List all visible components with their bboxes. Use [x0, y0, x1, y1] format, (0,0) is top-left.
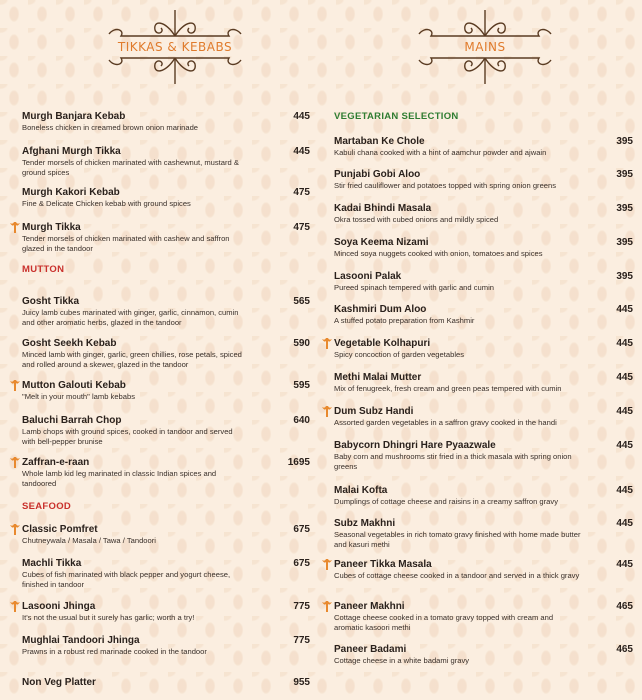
- menu-item: [22, 380, 247, 402]
- item-price: 565: [293, 296, 310, 307]
- item-name: Non Veg Platter: [22, 677, 96, 688]
- item-description: Baby corn and mushrooms stir fried in a thick masala with spring onion greens: [334, 452, 572, 471]
- item-price: 445: [616, 304, 633, 315]
- signature-dish-icon: [9, 221, 21, 234]
- menu-item: [22, 677, 247, 689]
- item-price: 445: [616, 372, 633, 383]
- item-description: Minced lamb with ginger, garlic, green chillies, rose petals, spiced and rolled around a skewer, glazed in the tandoor: [22, 350, 242, 369]
- signature-dish-icon: [321, 405, 333, 418]
- item-description: Cubes of fish marinated with black pepper and yogurt cheese, finished in tandoor: [22, 570, 231, 589]
- item-price: 445: [616, 406, 633, 417]
- item-price: 775: [293, 601, 310, 612]
- menu-item: [22, 222, 247, 253]
- item-name: Machli Tikka: [22, 558, 82, 569]
- item-price: 445: [616, 440, 633, 451]
- menu-item: [334, 518, 584, 549]
- item-price: 445: [293, 111, 310, 122]
- ornament-top-icon: [105, 8, 245, 38]
- item-price: 590: [293, 338, 310, 349]
- signature-dish-icon: [9, 523, 21, 536]
- menu-item: [334, 271, 584, 293]
- menu-item: [334, 136, 584, 158]
- item-price: 475: [293, 222, 310, 233]
- item-price: 395: [616, 203, 633, 214]
- item-description: Tender morsels of chicken marinated with cashew and saffron glazed in the tandoor: [22, 234, 230, 253]
- item-description: Fine & Delicate Chicken kebab with ground spices: [22, 199, 191, 208]
- signature-dish-icon: [321, 337, 333, 350]
- signature-dish-icon: [9, 456, 21, 469]
- item-name: Paneer Tikka Masala: [334, 559, 432, 570]
- item-price: 445: [616, 559, 633, 570]
- menu-item: [334, 485, 584, 507]
- section-vegetarian: VEGETARIAN SELECTION: [334, 111, 459, 122]
- item-name: Mutton Galouti Kebab: [22, 380, 126, 391]
- item-name: Zaffran-e-raan: [22, 457, 90, 468]
- item-price: 595: [293, 380, 310, 391]
- item-price: 465: [616, 644, 633, 655]
- item-name: Classic Pomfret: [22, 524, 98, 535]
- menu-item: [334, 559, 584, 581]
- item-description: "Melt in your mouth" lamb kebabs: [22, 392, 136, 401]
- item-description: Cottage cheese cooked in a tomato gravy topped with cream and aromatic kasoori methi: [334, 613, 554, 632]
- item-description: Lamb chops with ground spices, cooked in tandoor and served with bell-pepper brunise: [22, 427, 233, 446]
- item-price: 445: [616, 338, 633, 349]
- section-title-mains: MAINS: [464, 40, 506, 54]
- item-name: Gosht Seekh Kebab: [22, 338, 117, 349]
- menu-item: [22, 415, 247, 446]
- item-price: 775: [293, 635, 310, 646]
- item-name: Afghani Murgh Tikka: [22, 146, 121, 157]
- item-price: 675: [293, 524, 310, 535]
- item-description: Tender morsels of chicken marinated with cashewnut, mustard & ground spices: [22, 158, 239, 177]
- section-title-tikkas-kebabs: TIKKAS & KEBABS: [117, 40, 233, 54]
- item-description: A stuffed potato preparation from Kashmir: [334, 316, 475, 325]
- item-name: Dum Subz Handi: [334, 406, 414, 417]
- menu-item: [22, 558, 247, 589]
- item-name: Paneer Badami: [334, 644, 407, 655]
- item-name: Kadai Bhindi Masala: [334, 203, 432, 214]
- item-price: 465: [616, 601, 633, 612]
- item-price: 395: [616, 271, 633, 282]
- item-description: Cottage cheese in a white badami gravy: [334, 656, 470, 665]
- menu-item: [334, 440, 584, 471]
- menu-item: [334, 601, 584, 632]
- section-mutton: MUTTON: [22, 264, 65, 275]
- item-name: Gosht Tikka: [22, 296, 80, 307]
- signature-dish-icon: [9, 379, 21, 392]
- item-price: 445: [293, 146, 310, 157]
- item-name: Murgh Kakori Kebab: [22, 187, 120, 198]
- ornament-bottom-icon: [105, 56, 245, 86]
- item-price: 445: [616, 518, 633, 529]
- menu-item: [22, 146, 247, 177]
- item-description: Prawns in a robust red marinade cooked in the tandoor: [22, 647, 207, 656]
- item-name: Kashmiri Dum Aloo: [334, 304, 427, 315]
- ornament-bottom-icon: [415, 56, 555, 86]
- signature-dish-icon: [9, 600, 21, 613]
- header-right: [410, 8, 560, 98]
- item-description: Kabuli chana cooked with a hint of aamchur powder and ajwain: [334, 148, 547, 157]
- item-name: Vegetable Kolhapuri: [334, 338, 431, 349]
- item-description: It's not the usual but it surely has garlic; worth a try!: [22, 613, 195, 622]
- menu-item: [334, 203, 584, 225]
- menu-item: [22, 457, 247, 488]
- item-description: Okra tossed with cubed onions and mildly spiced: [334, 215, 499, 224]
- item-name: Punjabi Gobi Aloo: [334, 169, 421, 180]
- item-price: 1695: [287, 457, 310, 468]
- menu-item: [334, 338, 584, 360]
- item-description: Mix of fenugreek, fresh cream and green peas tempered with cumin: [334, 384, 562, 393]
- menu-item: [22, 601, 247, 623]
- item-price: 640: [293, 415, 310, 426]
- menu-item: [334, 304, 584, 326]
- item-name: Murgh Tikka: [22, 222, 81, 233]
- item-description: Seasonal vegetables in rich tomato gravy finished with home made butter and kasuri methi: [334, 530, 581, 549]
- item-price: 475: [293, 187, 310, 198]
- menu-item: [22, 187, 247, 209]
- item-description: Juicy lamb cubes marinated with ginger, garlic, cinnamon, cumin and other aromatic herbs, glazed in the tandoor: [22, 308, 239, 327]
- item-name: Mughlai Tandoori Jhinga: [22, 635, 140, 646]
- item-name: Martaban Ke Chole: [334, 136, 425, 147]
- menu-item: [22, 338, 247, 369]
- item-name: Lasooni Jhinga: [22, 601, 96, 612]
- menu-item: [334, 169, 584, 191]
- item-description: Chutneywala / Masala / Tawa / Tandoori: [22, 536, 156, 545]
- item-description: Assorted garden vegetables in a saffron gravy cooked in the handi: [334, 418, 557, 427]
- item-price: 955: [293, 677, 310, 688]
- item-description: Pureed spinach tempered with garlic and cumin: [334, 283, 494, 292]
- item-name: Soya Keema Nizami: [334, 237, 429, 248]
- signature-dish-icon: [321, 558, 333, 571]
- item-name: Malai Kofta: [334, 485, 388, 496]
- item-description: Dumplings of cottage cheese and raisins in a creamy saffron gravy: [334, 497, 558, 506]
- item-description: Spicy concoction of garden vegetables: [334, 350, 465, 359]
- header-left: [100, 8, 250, 98]
- item-price: 395: [616, 237, 633, 248]
- item-price: 675: [293, 558, 310, 569]
- menu-item: [334, 372, 584, 394]
- item-description: Boneless chicken in creamed brown onion marinade: [22, 123, 199, 132]
- menu-item: [334, 406, 584, 428]
- item-description: Minced soya nuggets cooked with onion, tomatoes and spices: [334, 249, 543, 258]
- menu-item: [22, 296, 247, 327]
- item-description: Cubes of cottage cheese cooked in a tandoor and served in a thick gravy: [334, 571, 580, 580]
- menu-item: [22, 635, 247, 657]
- item-name: Subz Makhni: [334, 518, 396, 529]
- item-description: Whole lamb kid leg marinated in classic Indian spices and tandoored: [22, 469, 217, 488]
- ornament-top-icon: [415, 8, 555, 38]
- item-name: Paneer Makhni: [334, 601, 405, 612]
- item-price: 395: [616, 169, 633, 180]
- menu-item: [334, 237, 584, 259]
- menu-item: [22, 111, 247, 133]
- signature-dish-icon: [321, 600, 333, 613]
- item-name: Babycorn Dhingri Hare Pyaazwale: [334, 440, 496, 451]
- item-name: Lasooni Palak: [334, 271, 402, 282]
- item-price: 395: [616, 136, 633, 147]
- section-seafood: SEAFOOD: [22, 501, 72, 512]
- menu-item: [334, 644, 584, 666]
- menu-item: [22, 524, 247, 546]
- item-name: Methi Malai Mutter: [334, 372, 422, 383]
- item-name: Baluchi Barrah Chop: [22, 415, 122, 426]
- item-price: 445: [616, 485, 633, 496]
- item-description: Stir fried cauliflower and potatoes topped with spring onion greens: [334, 181, 557, 190]
- item-name: Murgh Banjara Kebab: [22, 111, 126, 122]
